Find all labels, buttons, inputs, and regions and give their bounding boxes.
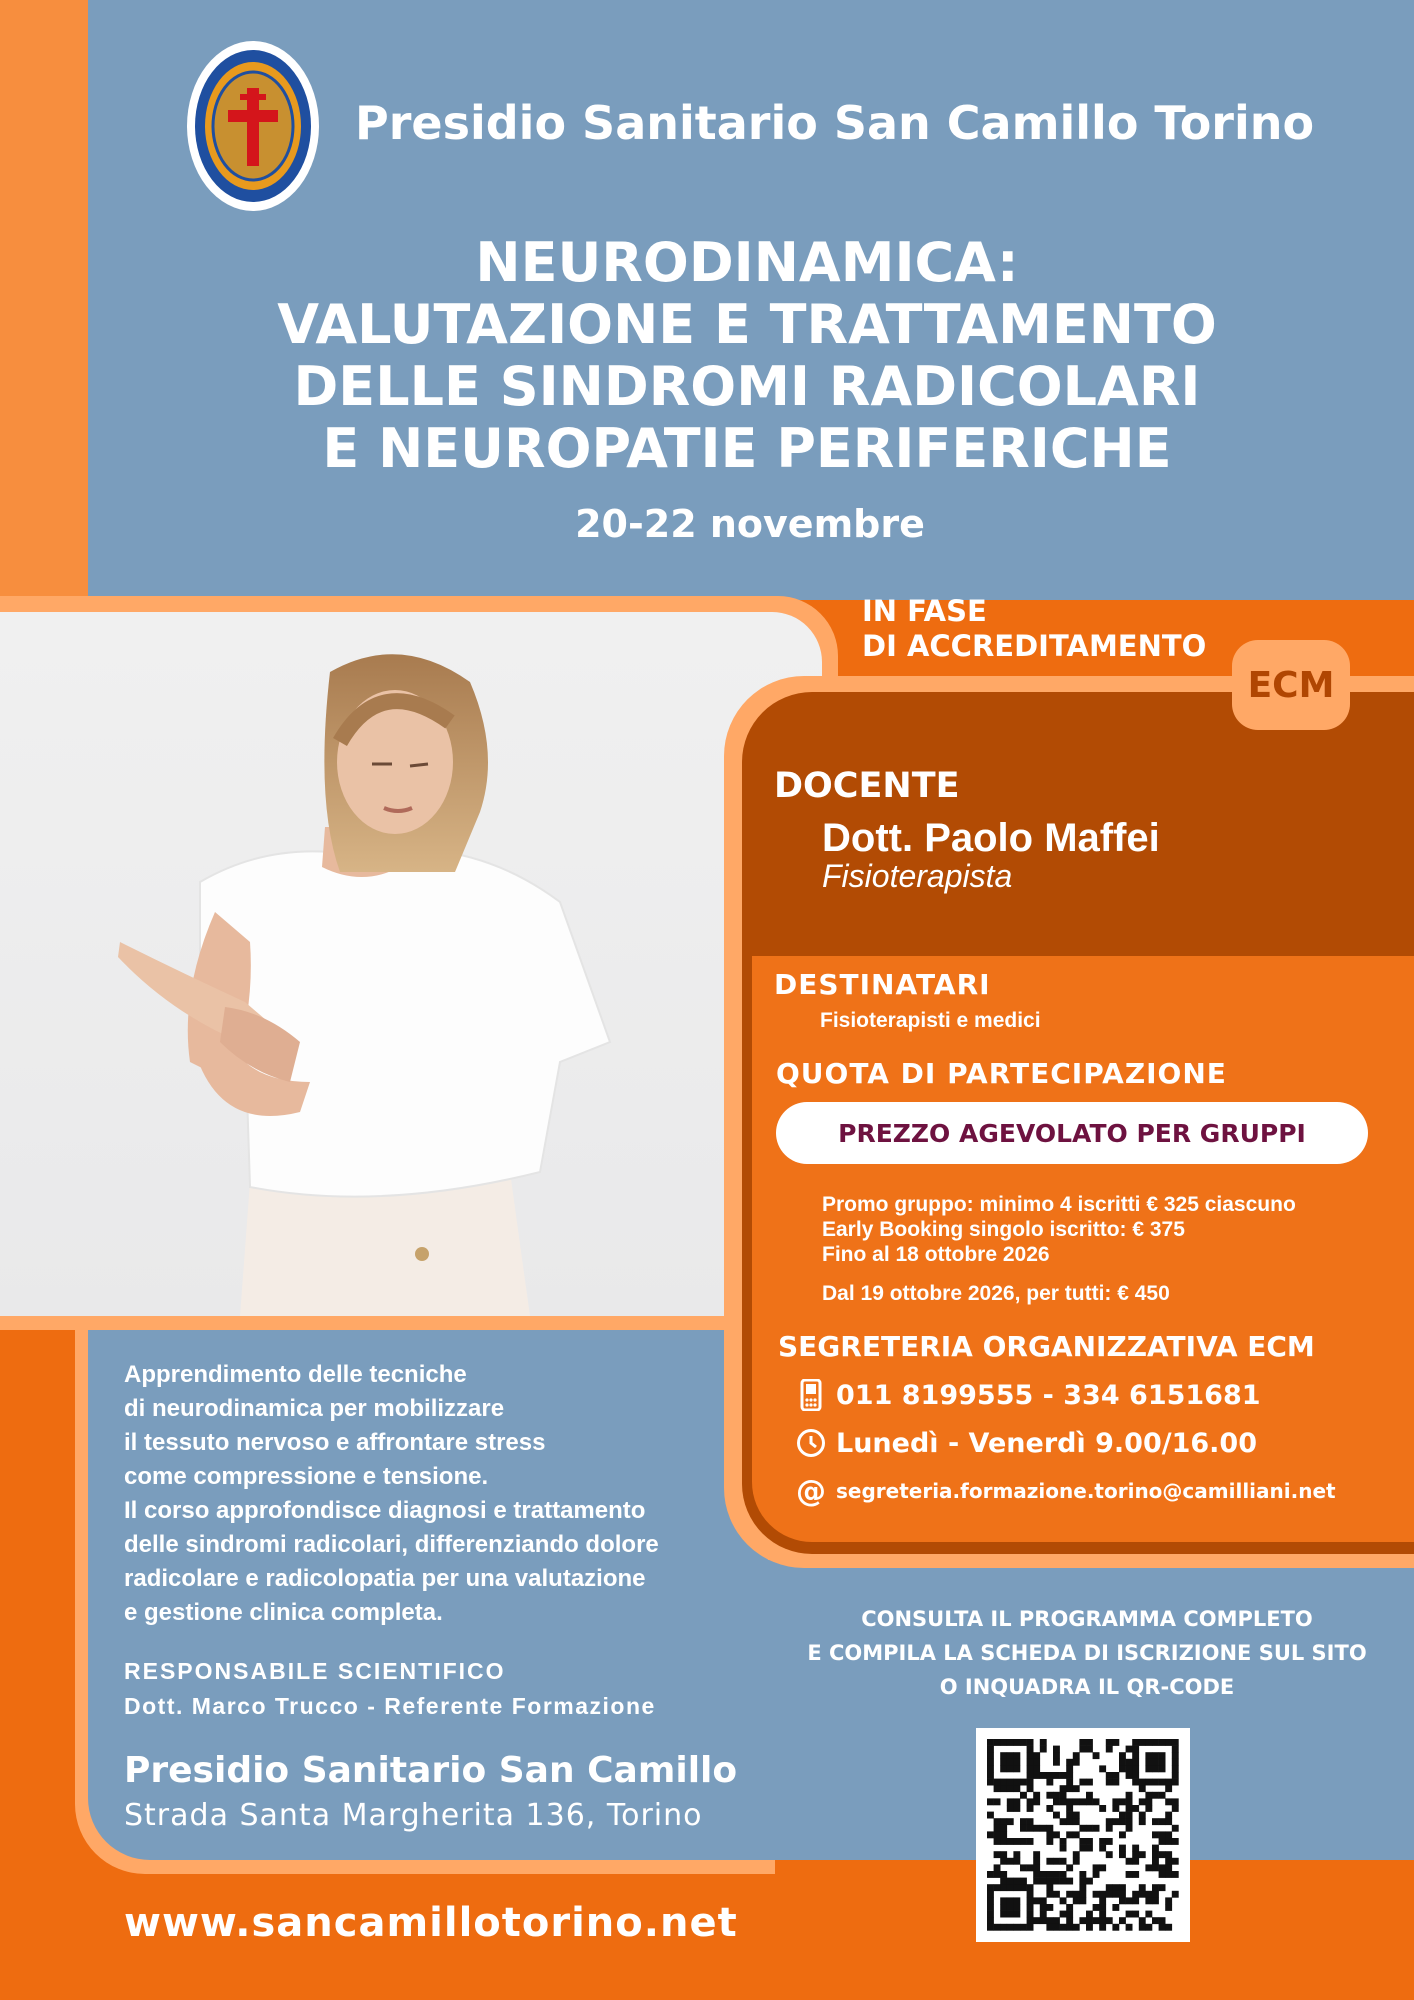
course-title-line: VALUTAZIONE E TRATTAMENTO: [277, 293, 1217, 356]
destinatari-text: Fisioterapisti e medici: [820, 1009, 1041, 1032]
accreditation-line: DI ACCREDITAMENTO: [862, 629, 1207, 663]
description-line: radicolare e radicolopatia per una valutazione: [124, 1565, 646, 1592]
docente-label: DOCENTE: [774, 766, 960, 806]
hours-row: [796, 1426, 1257, 1460]
email-row[interactable]: [796, 1474, 1336, 1508]
clock-icon: [796, 1426, 826, 1460]
description-line: Apprendimento delle tecniche: [124, 1361, 467, 1388]
responsabile-name: Dott. Marco Trucco - Referente Formazione: [124, 1693, 656, 1719]
group-price-pill: PREZZO AGEVOLATO PER GRUPPI: [776, 1102, 1368, 1164]
price-line: Early Booking singolo iscritto: € 375: [822, 1218, 1185, 1241]
price-line: Fino al 18 ottobre 2026: [822, 1243, 1050, 1266]
responsabile-label: RESPONSABILE SCIENTIFICO: [124, 1658, 506, 1684]
qr-code[interactable]: [976, 1728, 1190, 1942]
order-seal-logo: [184, 38, 322, 214]
cta-line: E COMPILA LA SCHEDA DI ISCRIZIONE SUL SITO: [807, 1641, 1367, 1665]
cta-line: CONSULTA IL PROGRAMMA COMPLETO: [861, 1607, 1313, 1631]
email-link[interactable]: segreteria.formazione.torino@camilliani.net: [836, 1479, 1336, 1503]
course-title-line: E NEUROPATIE PERIFERICHE: [322, 417, 1172, 480]
left-accent-stripe: [0, 0, 90, 600]
description-line: Il corso approfondisce diagnosi e trattamento: [124, 1497, 646, 1524]
description-line: di neurodinamica per mobilizzare: [124, 1395, 505, 1422]
course-description: [124, 1358, 744, 1630]
docente-name: Dott. Paolo Maffei: [822, 816, 1160, 860]
registration-cta: [760, 1602, 1414, 1704]
docente-role: Fisioterapista: [822, 858, 1013, 894]
segreteria-label: SEGRETERIA ORGANIZZATIVA ECM: [778, 1330, 1315, 1363]
office-hours: Lunedì - Venerdì 9.00/16.00: [836, 1427, 1257, 1459]
description-line: delle sindromi radicolari, differenziando dolore: [124, 1531, 659, 1558]
destinatari-label: DESTINATARI: [774, 968, 991, 1001]
venue-address: Strada Santa Margherita 136, Torino: [124, 1798, 703, 1833]
quota-label: QUOTA DI PARTECIPAZIONE: [776, 1057, 1227, 1090]
course-title-line: DELLE SINDROMI RADICOLARI: [293, 355, 1201, 418]
hospital-title: Presidio Sanitario San Camillo Torino: [355, 96, 1315, 150]
phone-numbers: 011 8199555 - 334 6151681: [836, 1379, 1261, 1411]
description-line: come compressione e tensione.: [124, 1463, 489, 1490]
woman-illustration: [0, 612, 822, 1316]
accreditation-status: [862, 594, 1206, 664]
price-list: [822, 1192, 1296, 1267]
description-line: il tessuto nervoso e affrontare stress: [124, 1429, 546, 1456]
at-icon: @: [796, 1473, 826, 1509]
description-line: e gestione clinica completa.: [124, 1599, 443, 1626]
cta-line: O INQUADRA IL QR-CODE: [939, 1675, 1235, 1699]
woman-wrist-pain-photo: [0, 612, 822, 1316]
phone-icon: [796, 1378, 826, 1412]
price-line: Promo gruppo: minimo 4 iscritti € 325 ciascuno: [822, 1193, 1296, 1216]
phone-row[interactable]: [796, 1378, 1261, 1412]
course-date: 20-22 novembre: [575, 502, 925, 546]
accreditation-line: IN FASE: [862, 594, 987, 628]
ecm-badge: ECM: [1232, 640, 1350, 730]
course-title: [200, 232, 1294, 480]
qr-code-pattern: [976, 1728, 1190, 1942]
course-title-line: NEURODINAMICA:: [475, 231, 1019, 294]
website-link[interactable]: www.sancamillotorino.net: [124, 1900, 738, 1946]
venue-name: Presidio Sanitario San Camillo: [124, 1750, 738, 1791]
price-standard: Dal 19 ottobre 2026, per tutti: € 450: [822, 1282, 1170, 1305]
